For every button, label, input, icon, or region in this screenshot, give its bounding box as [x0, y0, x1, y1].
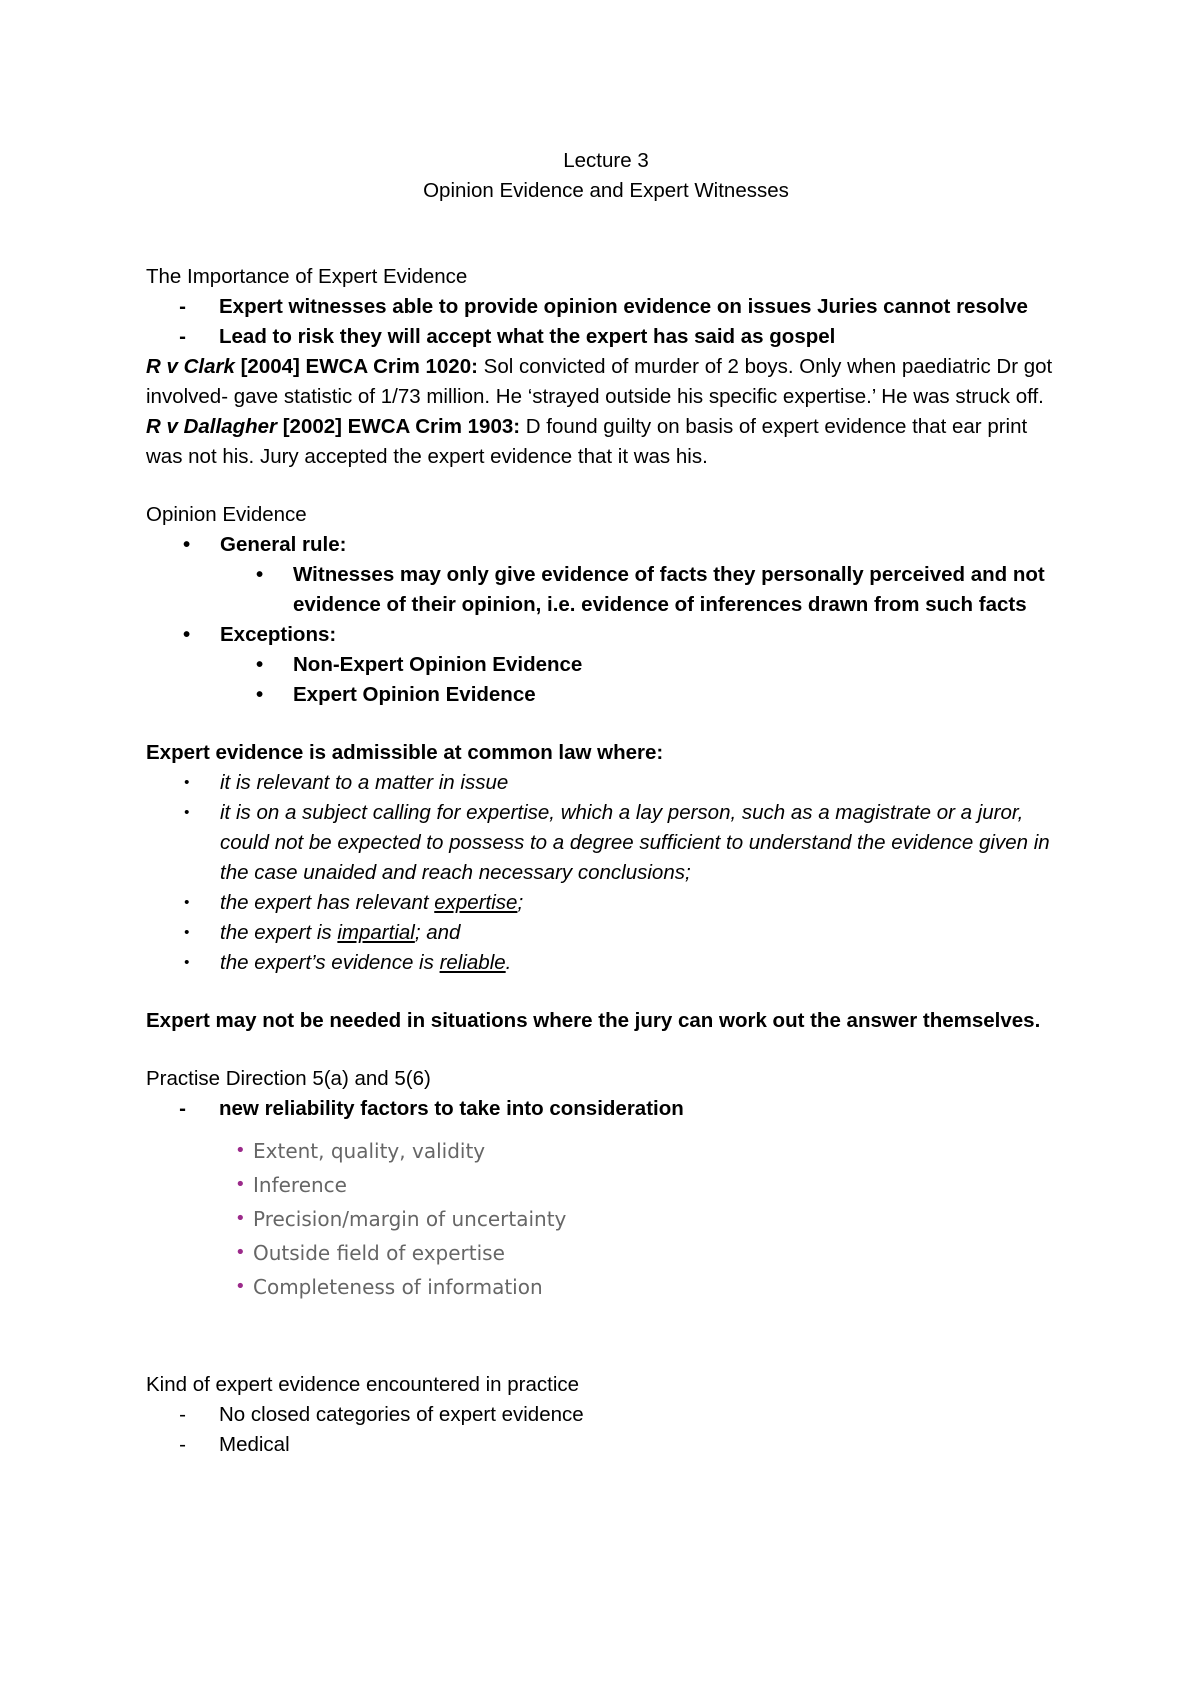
list-item: • Inference	[235, 1168, 1066, 1202]
list-item: • Completeness of information	[235, 1270, 1066, 1304]
bullet-marker: •	[184, 894, 190, 911]
list-item: • the expert is impartial; and	[146, 918, 1066, 948]
list-item: - Lead to risk they will accept what the expert has said as gospel	[146, 322, 1066, 352]
bullet-marker: •	[235, 1174, 246, 1195]
bullet-marker: •	[184, 954, 190, 971]
list-item: • it is on a subject calling for expertise, which a lay person, such as a magistrate or a juror, could not be expected to possess to a degree sufficient to understand the evidence given in the case unaided and reach necessary conclusions;	[146, 798, 1066, 888]
case-name: R v Dallagher	[146, 415, 278, 438]
bullet-marker: •	[235, 1242, 246, 1263]
bullet-marker: •	[184, 924, 190, 941]
importance-heading: The Importance of Expert Evidence	[146, 265, 468, 288]
dash-marker: -	[179, 1097, 186, 1120]
dash-marker: -	[179, 325, 186, 348]
dash-marker: -	[179, 295, 186, 318]
list-item: • the expert has relevant expertise;	[146, 888, 1066, 918]
list-item: • Outside field of expertise	[235, 1236, 1066, 1270]
bullet-marker: •	[256, 653, 264, 676]
dash-marker: -	[179, 1403, 186, 1426]
case-citation: [2002] EWCA Crim 1903:	[277, 415, 521, 438]
case-citation: [2004] EWCA Crim 1020:	[234, 355, 478, 378]
list-item: - Medical	[146, 1430, 1066, 1460]
reliability-factors	[146, 1134, 1066, 1304]
opinion-heading: Opinion Evidence	[146, 503, 307, 526]
list-item: • Expert Opinion Evidence	[146, 680, 1066, 710]
page-title: Opinion Evidence and Expert Witnesses	[423, 179, 789, 202]
lecture-number: Lecture 3	[563, 149, 649, 172]
case-summary: D found guilty on basis of expert evidence that ear print was not his. Jury accepted the expert evidence that it was his.	[146, 415, 1028, 468]
list-item: - new reliability factors to take into consideration	[146, 1094, 1066, 1124]
list-item: • Non-Expert Opinion Evidence	[146, 650, 1066, 680]
list-item: • Exceptions:	[146, 620, 1066, 650]
case-dallagher	[146, 412, 1066, 472]
kinds-heading: Kind of expert evidence encountered in practice	[146, 1373, 580, 1396]
dash-marker: -	[179, 1433, 186, 1456]
bullet-marker: •	[256, 683, 264, 706]
bullet-marker: •	[183, 623, 191, 646]
case-summary: Sol convicted of murder of 2 boys. Only when paediatric Dr got involved- gave statistic of 1/73 million. He ‘strayed outside his specific expertise.’ He was struck off.	[146, 355, 1053, 408]
bullet-marker: •	[184, 804, 190, 821]
bullet-marker: •	[235, 1276, 246, 1297]
admissible-heading: Expert evidence is admissible at common law where:	[146, 741, 664, 764]
bullet-marker: •	[235, 1208, 246, 1229]
case-name: R v Clark	[146, 355, 235, 378]
not-needed-note: Expert may not be needed in situations where the jury can work out the answer themselves.	[146, 1009, 1041, 1032]
list-item: • General rule:	[146, 530, 1066, 560]
practise-heading: Practise Direction 5(a) and 5(6)	[146, 1067, 431, 1090]
bullet-marker: •	[256, 563, 264, 586]
list-item: • it is relevant to a matter in issue	[146, 768, 1066, 798]
document-body	[146, 146, 1066, 1460]
list-item: • Witnesses may only give evidence of facts they personally perceived and not evidence of their opinion, i.e. evidence of inferences drawn from such facts	[146, 560, 1066, 620]
list-item: • Extent, quality, validity	[235, 1134, 1066, 1168]
list-item: • Precision/margin of uncertainty	[235, 1202, 1066, 1236]
list-item: • the expert’s evidence is reliable.	[146, 948, 1066, 978]
case-clark	[146, 352, 1066, 412]
list-item: - Expert witnesses able to provide opinion evidence on issues Juries cannot resolve	[146, 292, 1066, 322]
list-item: - No closed categories of expert evidence	[146, 1400, 1066, 1430]
bullet-marker: •	[183, 533, 191, 556]
bullet-marker: •	[235, 1140, 246, 1161]
bullet-marker: •	[184, 774, 190, 791]
